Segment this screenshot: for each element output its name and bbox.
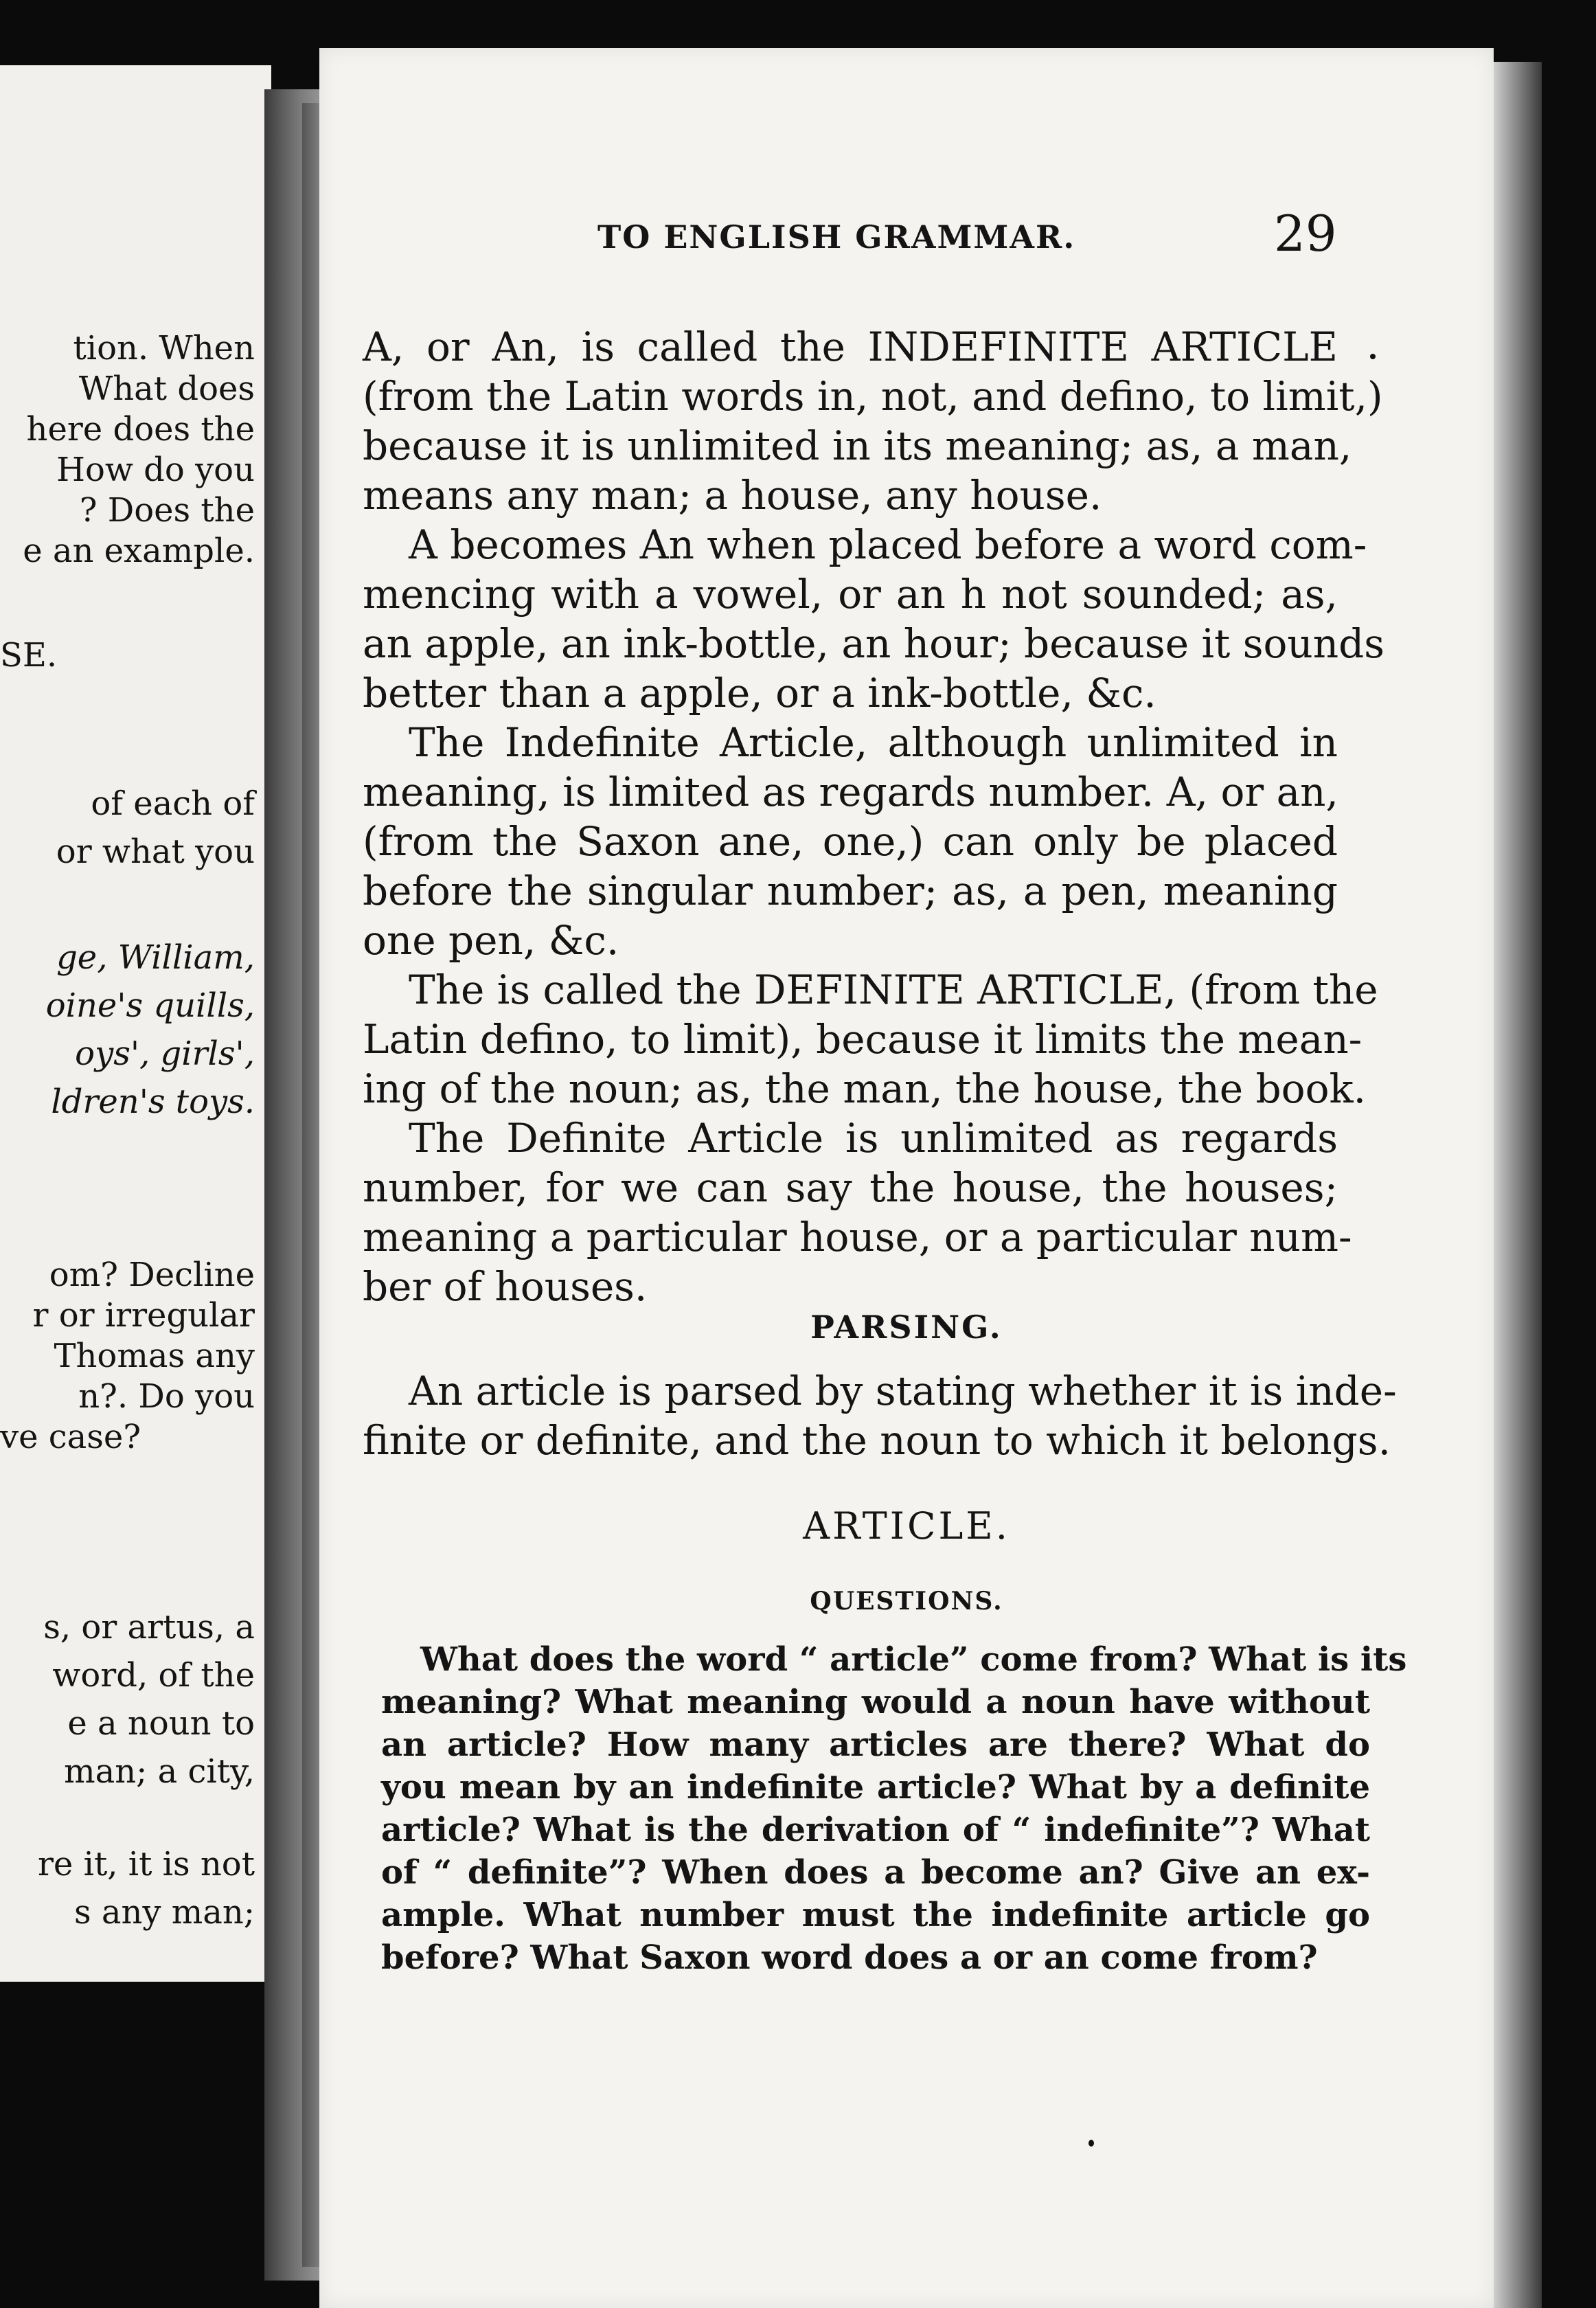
question-line: ample. What number must the indefinite article go (381, 1896, 1370, 1934)
body-line: The Definite Article is unlimited as regards (409, 1115, 1338, 1162)
speck (1370, 354, 1376, 359)
left-page-line: tion. When (73, 329, 255, 367)
left-page-line: e a noun to (67, 1704, 255, 1743)
article-heading: ARTICLE. (803, 1504, 1010, 1548)
body-line: because it is unlimited in its meaning; as, a man, (363, 422, 1352, 469)
speck (1088, 2140, 1094, 2147)
left-facing-page (0, 65, 271, 1982)
question-line: you mean by an indefinite article? What by a definite (381, 1768, 1370, 1807)
left-page-line: e an example. (23, 532, 255, 570)
left-page-line: here does the (26, 410, 255, 449)
running-header: TO ENGLISH GRAMMAR. (597, 218, 1076, 256)
left-page-line: ? Does the (79, 491, 255, 530)
left-page-line: s any man; (73, 1893, 255, 1932)
questions-heading: QUESTIONS. (810, 1587, 1003, 1616)
question-line: an article? How many articles are there? What do (381, 1726, 1370, 1764)
left-page-line: ge, William, (56, 938, 255, 977)
left-page-line: What does (78, 370, 255, 408)
question-line: article? What is the derivation of “ indefinite”? What (381, 1811, 1370, 1849)
left-page-line: oys', girls', (75, 1034, 255, 1073)
question-line: before? What Saxon word does a or an come from? (381, 1938, 1318, 1977)
left-page-line: Thomas any (54, 1337, 255, 1375)
body-line: an apple, an ink-bottle, an hour; because it sounds (363, 620, 1385, 667)
body-line: meaning, is limited as regards number. A, or an, (363, 769, 1338, 815)
body-line: one pen, &c. (363, 917, 619, 964)
body-line: better than a apple, or a ink-bottle, &c. (363, 670, 1156, 716)
question-line: of “ definite”? When does a become an? Give an ex- (381, 1853, 1370, 1892)
body-line: finite or definite, and the noun to which it belongs. (363, 1417, 1391, 1464)
left-page-line: SE. (0, 636, 58, 675)
left-page-line: ve case? (0, 1418, 141, 1456)
left-page-line: man; a city, (64, 1752, 255, 1791)
body-line: (from the Saxon ane, one,) can only be placed (363, 818, 1338, 865)
body-line: A becomes An when placed before a word com- (409, 521, 1367, 568)
body-line: ber of houses. (363, 1263, 648, 1310)
body-line: The is called the DEFINITE ARTICLE, (from the (409, 966, 1378, 1013)
left-page-line: re it, it is not (37, 1845, 255, 1883)
body-line: An article is parsed by stating whether it is inde- (409, 1368, 1397, 1414)
body-line: ing of the noun; as, the man, the house, the book. (363, 1065, 1367, 1112)
page-edge (1494, 62, 1542, 2308)
body-line: meaning a particular house, or a particular num- (363, 1214, 1352, 1260)
parsing-heading: PARSING. (810, 1309, 1003, 1346)
body-line: The Indefinite Article, although unlimited in (409, 719, 1338, 766)
body-line: means any man; a house, any house. (363, 472, 1102, 519)
body-line: number, for we can say the house, the houses; (363, 1164, 1338, 1211)
question-line: What does the word “ article” come from? What is its (420, 1640, 1407, 1679)
left-page-line: How do you (56, 451, 255, 489)
body-line: before the singular number; as, a pen, meaning (363, 868, 1338, 914)
left-page-line: n?. Do you (78, 1377, 255, 1416)
left-page-line: r or irregular (32, 1296, 255, 1335)
body-line: A, or An, is called the INDEFINITE ARTICLE (363, 324, 1338, 370)
left-page-line: s, or artus, a (43, 1608, 255, 1647)
body-line: mencing with a vowel, or an h not sounded; as, (363, 571, 1338, 618)
left-page-line: or what you (56, 833, 255, 871)
body-line: (from the Latin words in, not, and defino, to limit,) (363, 373, 1383, 420)
left-page-line: ldren's toys. (51, 1083, 255, 1121)
question-line: meaning? What meaning would a noun have without (381, 1683, 1370, 1721)
left-page-line: word, of the (52, 1656, 255, 1695)
page-number: 29 (1274, 205, 1337, 262)
body-line: Latin defino, to limit), because it limits the mean- (363, 1016, 1363, 1063)
left-page-line: oine's quills, (45, 986, 255, 1025)
left-page-line: om? Decline (49, 1256, 255, 1294)
left-page-line: of each of (91, 784, 255, 823)
